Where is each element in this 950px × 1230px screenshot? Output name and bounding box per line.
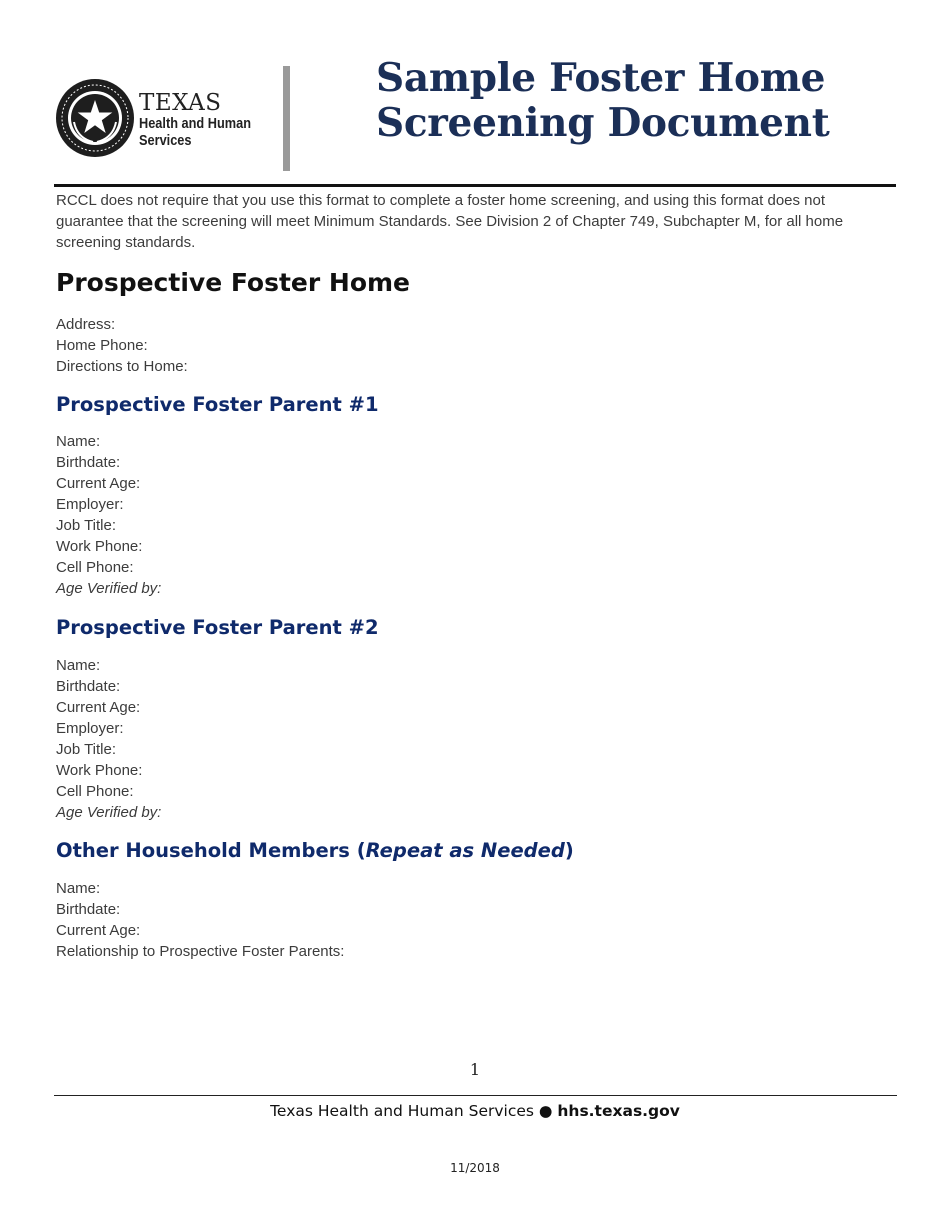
intro-paragraph: RCCL does not require that you use this format to complete a foster home screening, and using this format does not guarantee that the screening will meet Minimum Standards. See Division 2 of Chapter 749, Subchapter M, for all home screening standards.: [56, 192, 844, 251]
footer-org: Texas Health and Human Services: [270, 1102, 534, 1120]
page-number: 1: [469, 1060, 481, 1079]
parent-1-fields: [56, 431, 161, 599]
document-header: [0, 0, 950, 190]
field-work-phone: Work Phone:: [56, 762, 143, 779]
section-heading-household: [56, 839, 574, 862]
field-age-verified: Age Verified by:: [56, 580, 162, 597]
field-job-title: Job Title:: [56, 741, 117, 758]
field-directions: Directions to Home:: [56, 358, 188, 375]
parent-2-fields: [56, 655, 161, 823]
section-heading-parent-1: Prospective Foster Parent #1: [56, 393, 379, 416]
footer-bullet: ●: [538, 1102, 553, 1120]
revision-date: 11/2018: [450, 1161, 500, 1175]
field-current-age: Current Age:: [56, 922, 141, 939]
field-birthdate: Birthdate:: [56, 678, 121, 695]
field-relationship: Relationship to Prospective Foster Parents:: [56, 943, 345, 960]
field-job-title: Job Title:: [56, 517, 117, 534]
household-heading-suffix: ): [564, 839, 574, 862]
page-footer: [0, 1102, 950, 1120]
field-name: Name:: [56, 433, 101, 450]
field-name: Name:: [56, 880, 101, 897]
header-rule: [54, 184, 896, 187]
field-name: Name:: [56, 657, 101, 674]
field-current-age: Current Age:: [56, 699, 141, 716]
document-title-line-1: Sample Foster Home: [376, 55, 826, 101]
field-age-verified: Age Verified by:: [56, 804, 162, 821]
logo-wordmark: [139, 90, 266, 150]
logo-agency-line-1: Health and Human: [139, 116, 252, 132]
field-cell-phone: Cell Phone:: [56, 783, 134, 800]
household-heading-prefix: Other Household Members (: [56, 839, 366, 862]
logo-agency-line-2: Services: [139, 133, 192, 149]
hhs-logo: [55, 78, 285, 162]
field-address: Address:: [56, 316, 116, 333]
field-work-phone: Work Phone:: [56, 538, 143, 555]
field-home-phone: Home Phone:: [56, 337, 148, 354]
field-birthdate: Birthdate:: [56, 901, 121, 918]
field-current-age: Current Age:: [56, 475, 141, 492]
document-title: [376, 56, 829, 146]
household-fields: [56, 878, 344, 962]
household-heading-emphasis: Repeat as Needed: [365, 839, 565, 862]
section-heading-parent-2: Prospective Foster Parent #2: [56, 616, 379, 639]
footer-website: hhs.texas.gov: [557, 1102, 680, 1120]
document-title-line-2: Screening Document: [376, 100, 830, 146]
field-employer: Employer:: [56, 720, 124, 737]
field-cell-phone: Cell Phone:: [56, 559, 134, 576]
footer-rule: [54, 1095, 897, 1096]
header-divider: [283, 66, 290, 171]
logo-state: TEXAS: [139, 90, 222, 116]
field-employer: Employer:: [56, 496, 124, 513]
home-fields: [56, 314, 188, 377]
field-birthdate: Birthdate:: [56, 454, 121, 471]
texas-seal-icon: [55, 78, 135, 158]
section-heading-home: Prospective Foster Home: [56, 268, 411, 297]
